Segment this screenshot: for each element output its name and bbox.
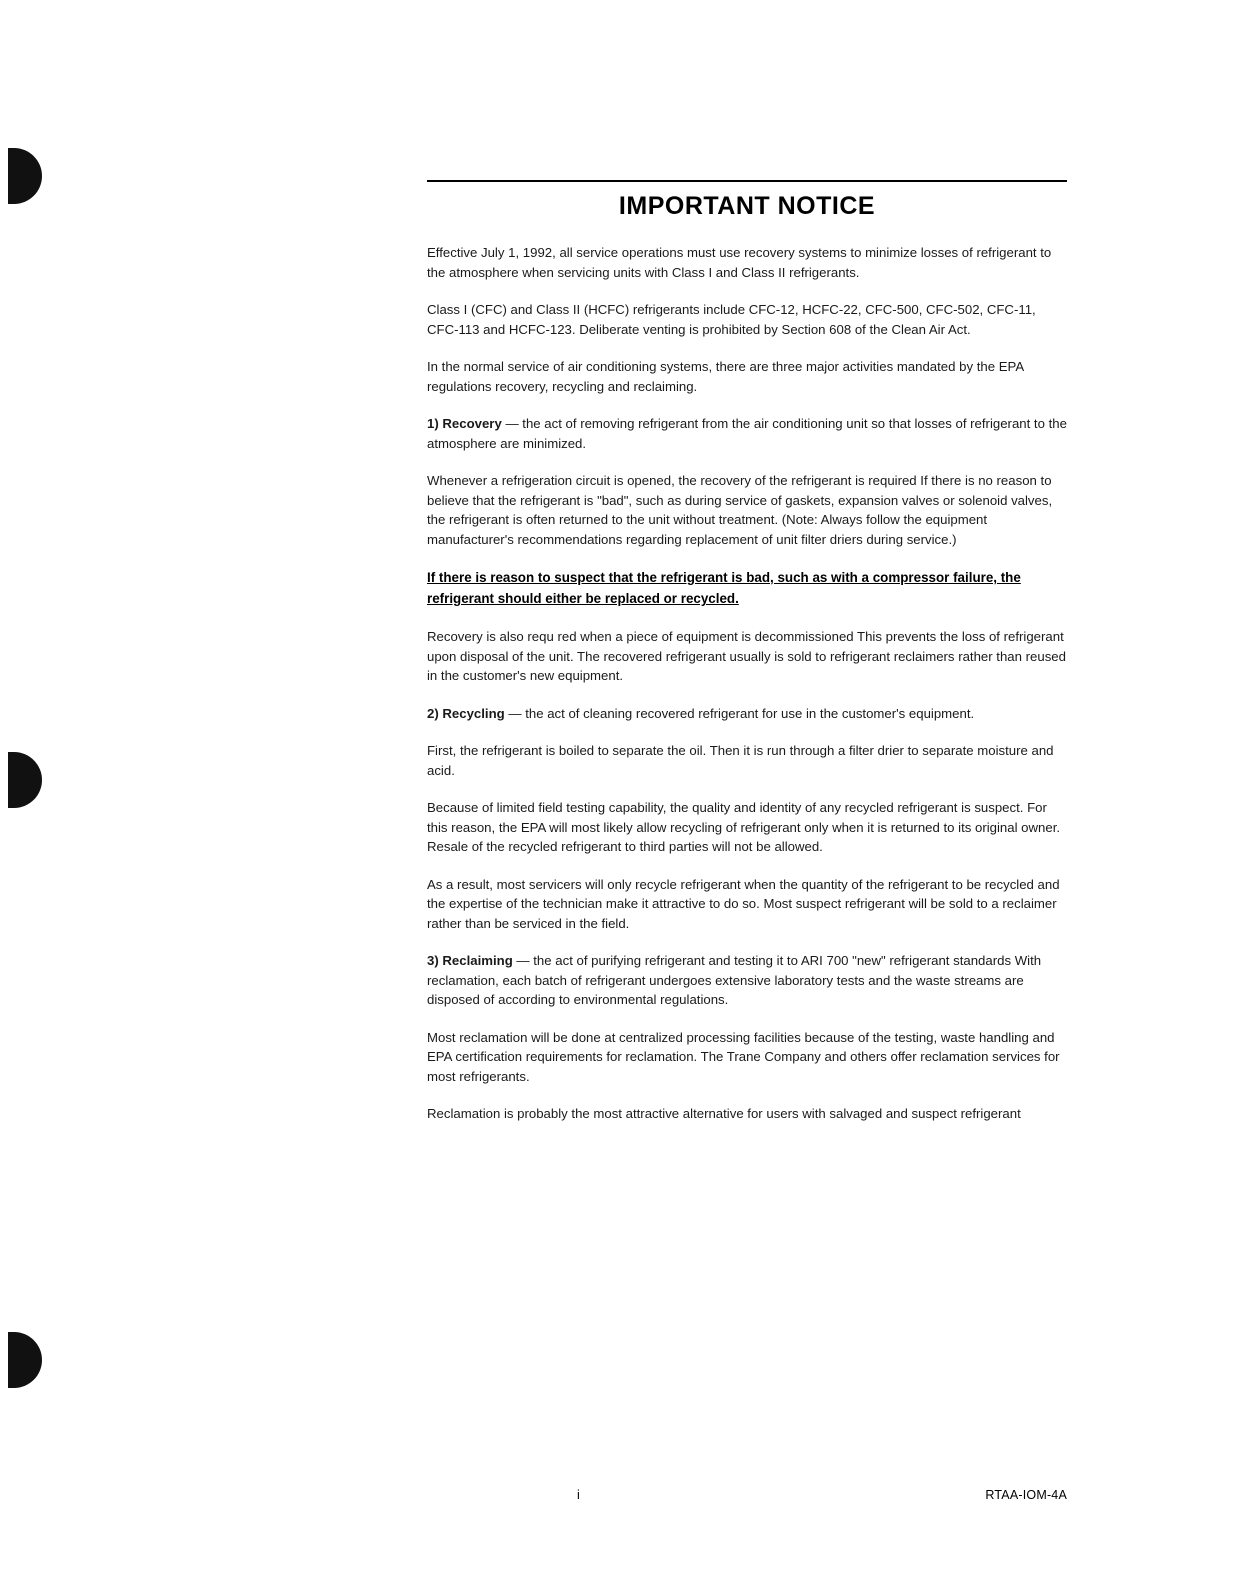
paragraph-text: Whenever a refrigeration circuit is opened, the recovery of the refrigerant is required If there is no reason to believe that the refrigerant is "bad", such as during service of gaskets, expansion valves or solenoid valves, the refrigerant is often returned to the unit without treatment. (Note: Always follow the equipment manufacturer's recommendations regarding replacement of unit filter driers during service.) xyxy=(427,473,1053,547)
document-body xyxy=(427,180,1067,1142)
paragraph xyxy=(427,1104,1067,1124)
paragraph xyxy=(427,300,1067,339)
emphasized-notice: If there is reason to suspect that the refrigerant is bad, such as with a compressor failure, the refrigerant should either be replaced or recycled. xyxy=(427,570,1021,606)
paragraph xyxy=(427,357,1067,396)
paragraph-text: — the act of cleaning recovered refrigerant for use in the customer's equipment. xyxy=(504,705,975,721)
title-rule xyxy=(427,180,1067,182)
paragraph-text: Reclamation is probably the most attractive alternative for users with salvaged and suspect refrigerant xyxy=(427,1106,1021,1121)
page-number: i xyxy=(577,1488,580,1502)
binder-punch-mark xyxy=(8,1332,42,1388)
paragraph xyxy=(427,471,1067,549)
paragraph-text: In the normal service of air conditioning systems, there are three major activities mandated by the EPA regulations recovery, recycling and reclaiming. xyxy=(427,359,1024,394)
paragraph-text: As a result, most servicers will only recycle refrigerant when the quantity of the refrigerant to be recycled and the expertise of the technician make it attractive to do so. Most suspect refrigerant will be sold to a reclaimer rather than be serviced in the field. xyxy=(427,876,1060,931)
paragraph-recovery xyxy=(427,414,1067,453)
paragraph-text: Effective July 1, 1992, all service operations must use recovery systems to minimize losses of refrigerant to the atmosphere when servicing units with Class I and Class II refrigerants. xyxy=(427,245,1052,280)
binder-punch-mark xyxy=(8,148,42,204)
paragraph-text: First, the refrigerant is boiled to separate the oil. Then it is run through a filter drier to separate moisture and acid. xyxy=(427,743,1054,778)
paragraph-text: Most reclamation will be done at centralized processing facilities because of the testing, waste handling and EPA certification requirements for reclamation. The Trane Company and others offer reclamation services for most refrigerants. xyxy=(427,1029,1060,1084)
paragraph-lead: 1) Recovery xyxy=(427,416,502,431)
paragraph-recycling xyxy=(427,704,1067,724)
paragraph xyxy=(427,243,1067,282)
paragraph-text: — the act of purifying refrigerant and testing it to ARI 700 "new" refrigerant standards With reclamation, each batch of refrigerant undergoes extensive laboratory tests and the waste streams are disposed of according to environmental regulations. xyxy=(427,953,1042,1007)
paragraph-lead: 2) Recycling xyxy=(427,705,505,721)
paragraph-text: Class I (CFC) and Class II (HCFC) refrigerants include CFC-12, HCFC-22, CFC-500, CFC-502, CFC-11, CFC-113 and HCFC-123. Deliberate venting is prohibited by Section 608 of the Clean Air Act. xyxy=(427,302,1036,337)
document-id: RTAA-IOM-4A xyxy=(985,1488,1067,1502)
paragraph xyxy=(427,875,1067,934)
page-title: IMPORTANT NOTICE xyxy=(618,192,876,220)
binder-punch-mark xyxy=(8,752,42,808)
paragraph-reclaiming xyxy=(427,951,1067,1010)
paragraph xyxy=(427,741,1067,780)
paragraph xyxy=(427,798,1067,857)
paragraph-lead: 3) Reclaiming xyxy=(427,953,513,968)
paragraph-text: — the act of removing refrigerant from the air conditioning unit so that losses of refrigerant to the atmosphere are minimized. xyxy=(427,416,1067,451)
paragraph xyxy=(427,1028,1067,1087)
paragraph-text: Because of limited field testing capability, the quality and identity of any recycled refrigerant is suspect. For this reason, the EPA will most likely allow recycling of refrigerant only when it is returned to its original owner. Resale of the recycled refrigerant to third parties will not be allowed. xyxy=(427,800,1061,854)
paragraph-text: Recovery is also requ red when a piece of equipment is decommissioned This prevents the loss of refrigerant upon disposal of the unit. The recovered refrigerant usually is sold to refrigerant reclaimers rather than reused in the customer's new equipment. xyxy=(427,629,1066,683)
paragraph xyxy=(427,627,1067,686)
